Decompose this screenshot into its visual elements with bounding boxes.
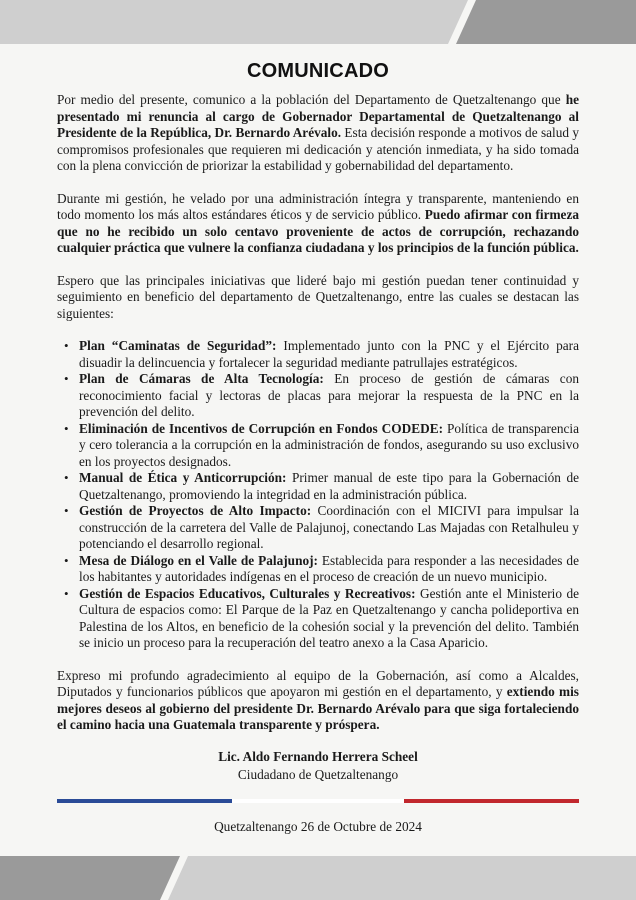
- list-item: • Plan “Caminatas de Seguridad”: Implementado junto con la PNC y el Ejército para disuadir la delincuencia y fortalecer la seguridad mediante patrullajes estratégicos.: [64, 338, 579, 370]
- bullet-icon: •: [64, 585, 69, 601]
- signer-name: Lic. Aldo Fernando Herrera Scheel: [218, 749, 418, 764]
- bullet-icon: •: [64, 338, 69, 353]
- list-item: • Gestión de Espacios Educativos, Culturales y Recreativos: Gestión ante el Ministerio de Cultura de espacios como: El Parque de la Paz en Quetzaltenango y cancha polideportiva en Palestina de los Altos, en beneficio de la cohesión social y la prevención del delito. También se inicio un proceso para la recuperación del teatro anexo a la Casa Aparicio.: [64, 585, 579, 650]
- paragraph-resignation: Por medio del presente, comunico a la población del Departamento de Quetzaltenango que he presentado mi renuncia al cargo de Gobernador Departamental de Quetzaltenango al Presidente de la República, Dr. Bernardo Arévalo. Esta decisión responde a motivos de salud y compromisos profesionales que requieren mi dedicación y atención inmediata, y ha sido tomada con la plena convicción de priorizar la estabilidad y gobernabilidad del departamento.: [57, 92, 579, 173]
- document-title: COMUNICADO: [247, 60, 389, 82]
- bullet-icon: •: [64, 371, 69, 386]
- list-item: • Eliminación de Incentivos de Corrupción en Fondos CODEDE: Política de transparencia y cero tolerancia a la corrupción en la administración de fondos, asegurando su uso exclusivo en los proyectos designados.: [64, 420, 580, 469]
- signature-block: [0, 748, 636, 784]
- flag-stripe-white: [232, 799, 404, 803]
- bullet-icon: •: [64, 503, 69, 518]
- paragraph-gratitude: Expreso mi profundo agradecimiento al equipo de la Gobernación, así como a Alcaldes, Diputados y funcionarios públicos que apoyaron mi gestión en el departamento, y extiendo mis mejores deseos al gobierno del presidente Dr. Bernardo Arévalo para que siga fortaleciendo el camino hacia una Guatemala transparente y próspera.: [57, 667, 579, 732]
- bullet-icon: •: [64, 470, 69, 485]
- bullet-icon: •: [64, 552, 69, 568]
- bottom-decorative-band: [0, 856, 636, 900]
- paragraph-initiatives-intro: Espero que las principales iniciativas que lideré bajo mi gestión puedan tener continuidad y seguimiento en beneficio del departamento de Quetzaltenango, entre las cuales se destacan las siguientes:: [57, 272, 579, 321]
- list-item: • Manual de Ética y Anticorrupción: Primer manual de este tipo para la Gobernación de Quetzaltenango, promoviendo la integridad en la administración pública.: [64, 470, 579, 502]
- list-item: • Plan de Cámaras de Alta Tecnología: En proceso de gestión de cámaras con reconocimiento facial y lectoras de placas para mejorar la respuesta de la PNC en la prevención del delito.: [64, 371, 579, 419]
- signer-role: Ciudadano de Quetzaltenango: [237, 767, 399, 782]
- list-item: • Gestión de Proyectos de Alto Impacto: Coordinación con el MICIVI para impulsar la construcción de la carretera del Valle de Palajunoj, conectando Las Majadas con Retalhuleu y potenciando el desarrollo regional.: [64, 503, 580, 551]
- document-body: [57, 92, 579, 750]
- bullet-icon: •: [64, 420, 69, 436]
- document-date: Quetzaltenango 26 de Octubre de 2024: [214, 819, 422, 834]
- flag-stripe-blue-left: [57, 799, 232, 803]
- paragraph-integrity: Durante mi gestión, he velado por una administración íntegra y transparente, manteniendo en todo momento los más altos estándares éticos y de servicio público. Puedo afirmar con firmeza que no he recibido un solo centavo proveniente de actos de corrupción, rechazando cualquier práctica que vulnere la confianza ciudadana y los principios de la función pública.: [57, 190, 579, 255]
- top-decorative-band: [0, 0, 636, 44]
- list-item: • Mesa de Diálogo en el Valle de Palajunoj: Establecida para responder a las necesidades de los habitantes y autoridades indígenas en el proceso de creación de un nuevo municipio.: [64, 552, 579, 584]
- flag-stripe-red: [404, 799, 579, 803]
- initiatives-list: [57, 338, 579, 652]
